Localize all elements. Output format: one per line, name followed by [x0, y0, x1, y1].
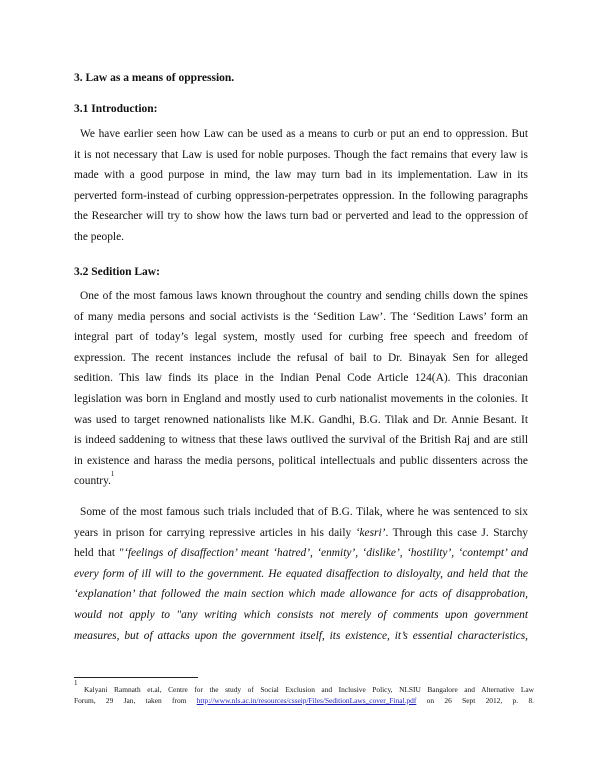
tilak-trial-paragraph	[74, 502, 528, 646]
paragraph-line: was used to target renowned nationalists like M.K. Gandhi, B.G. Tilak and Dr. Annie Besant. It	[74, 413, 528, 426]
paragraph-line: measures, but of attacks upon the government itself, its existence, it’s essential characteristics,	[74, 629, 528, 642]
source-link[interactable]: http://www.nls.ac.in/resources/csseip/Files/SeditionLaws_cover_Final.pdf	[196, 696, 417, 705]
footnote-divider	[74, 677, 198, 678]
sedition-law-paragraph	[74, 286, 528, 492]
paragraph-line: it is not necessary that Law is used for noble purposes. Though the fact remains that every law is	[74, 148, 528, 161]
introduction-heading: 3.1 Introduction:	[74, 103, 158, 115]
paragraph-line: of many media persons and social activists is the ‘Sedition Law’. The ‘Sedition Laws’ form an	[74, 310, 528, 323]
paragraph-line: the people.	[74, 230, 124, 243]
footnote-line: Forum, 29 Jan, taken from http://www.nls.ac.in/resources/csseip/Files/SeditionLaws_cover_Final.pdf on 26 Sept 2012, p. 8.	[74, 696, 534, 705]
sedition-law-heading: 3.2 Sedition Law:	[74, 266, 160, 278]
footnote	[74, 678, 534, 706]
footnote-line: $^1$ Kalyani Ramnath et.al, Centre for the study of Social Exclusion and Inclusive Policy, NLSIU Bangalore and Alternative Law	[74, 678, 534, 694]
paragraph-line: every form of ill will to the government. He equated disaffection to disloyalty, and held that the	[74, 567, 528, 580]
introduction-paragraph	[74, 124, 528, 248]
paragraph-line: integral part of today’s legal system, mostly used for curbing free speech and freedom of	[74, 331, 528, 344]
paragraph-line: legislation was born in England and mostly used to curb nationalist movements in the colonies. It	[74, 392, 528, 405]
section-heading: 3. Law as a means of oppression.	[74, 72, 235, 84]
paragraph-line: country.$^1$	[74, 469, 115, 488]
paragraph-line: ‘explanation’ that followed the main section which made allowance for acts of disapprobation,	[74, 588, 528, 601]
paragraph-line: made with a good purpose in mind, the law may turn bad in its implementation. Law in its	[74, 169, 528, 182]
paragraph-line: held that "‘feelings of disaffection’ meant ‘hatred’, ‘enmity’, ‘dislike’, ‘hostility’, ‘contempt’ and	[74, 547, 528, 560]
paragraph-line: We have earlier seen how Law can be used as a means to curb or put an end to oppression. But	[80, 128, 528, 140]
paragraph-line: One of the most famous laws known throughout the country and sending chills down the spines	[80, 290, 528, 302]
paragraph-line: expression. The recent instances include the refusal of bail to Dr. Binayak Sen for alleged	[74, 351, 528, 364]
footnote-marker: 1	[74, 678, 78, 687]
paragraph-line: sedition. This law finds its place in the Indian Penal Code Article 124(A). This draconian	[74, 372, 528, 385]
paragraph-line: is indeed saddening to witness that these laws outlived the survival of the British Raj and are still	[74, 434, 528, 447]
paragraph-line: years in prison for carrying repressive articles in his daily ‘kesri’. Through this case J. Starchy	[74, 526, 528, 539]
paragraph-line: Some of the most famous such trials included that of B.G. Tilak, where he was sentenced to six	[80, 506, 528, 518]
kesri-title: ‘kesri’	[355, 526, 386, 539]
paragraph-line: perverted form-instead of curbing oppression-perpetrates oppression. In the following paragraphs	[74, 189, 528, 202]
paragraph-line: would not apply to "any writing which consists not merely of comments upon government	[74, 608, 528, 621]
footnote-reference[interactable]: 1	[110, 469, 115, 478]
paragraph-line: the Researcher will try to show how the laws turn bad or perverted and lead to the oppression of	[74, 210, 528, 223]
paragraph-line: in existence and harass the media persons, political intellectuals and public dissenters across the	[74, 454, 528, 467]
